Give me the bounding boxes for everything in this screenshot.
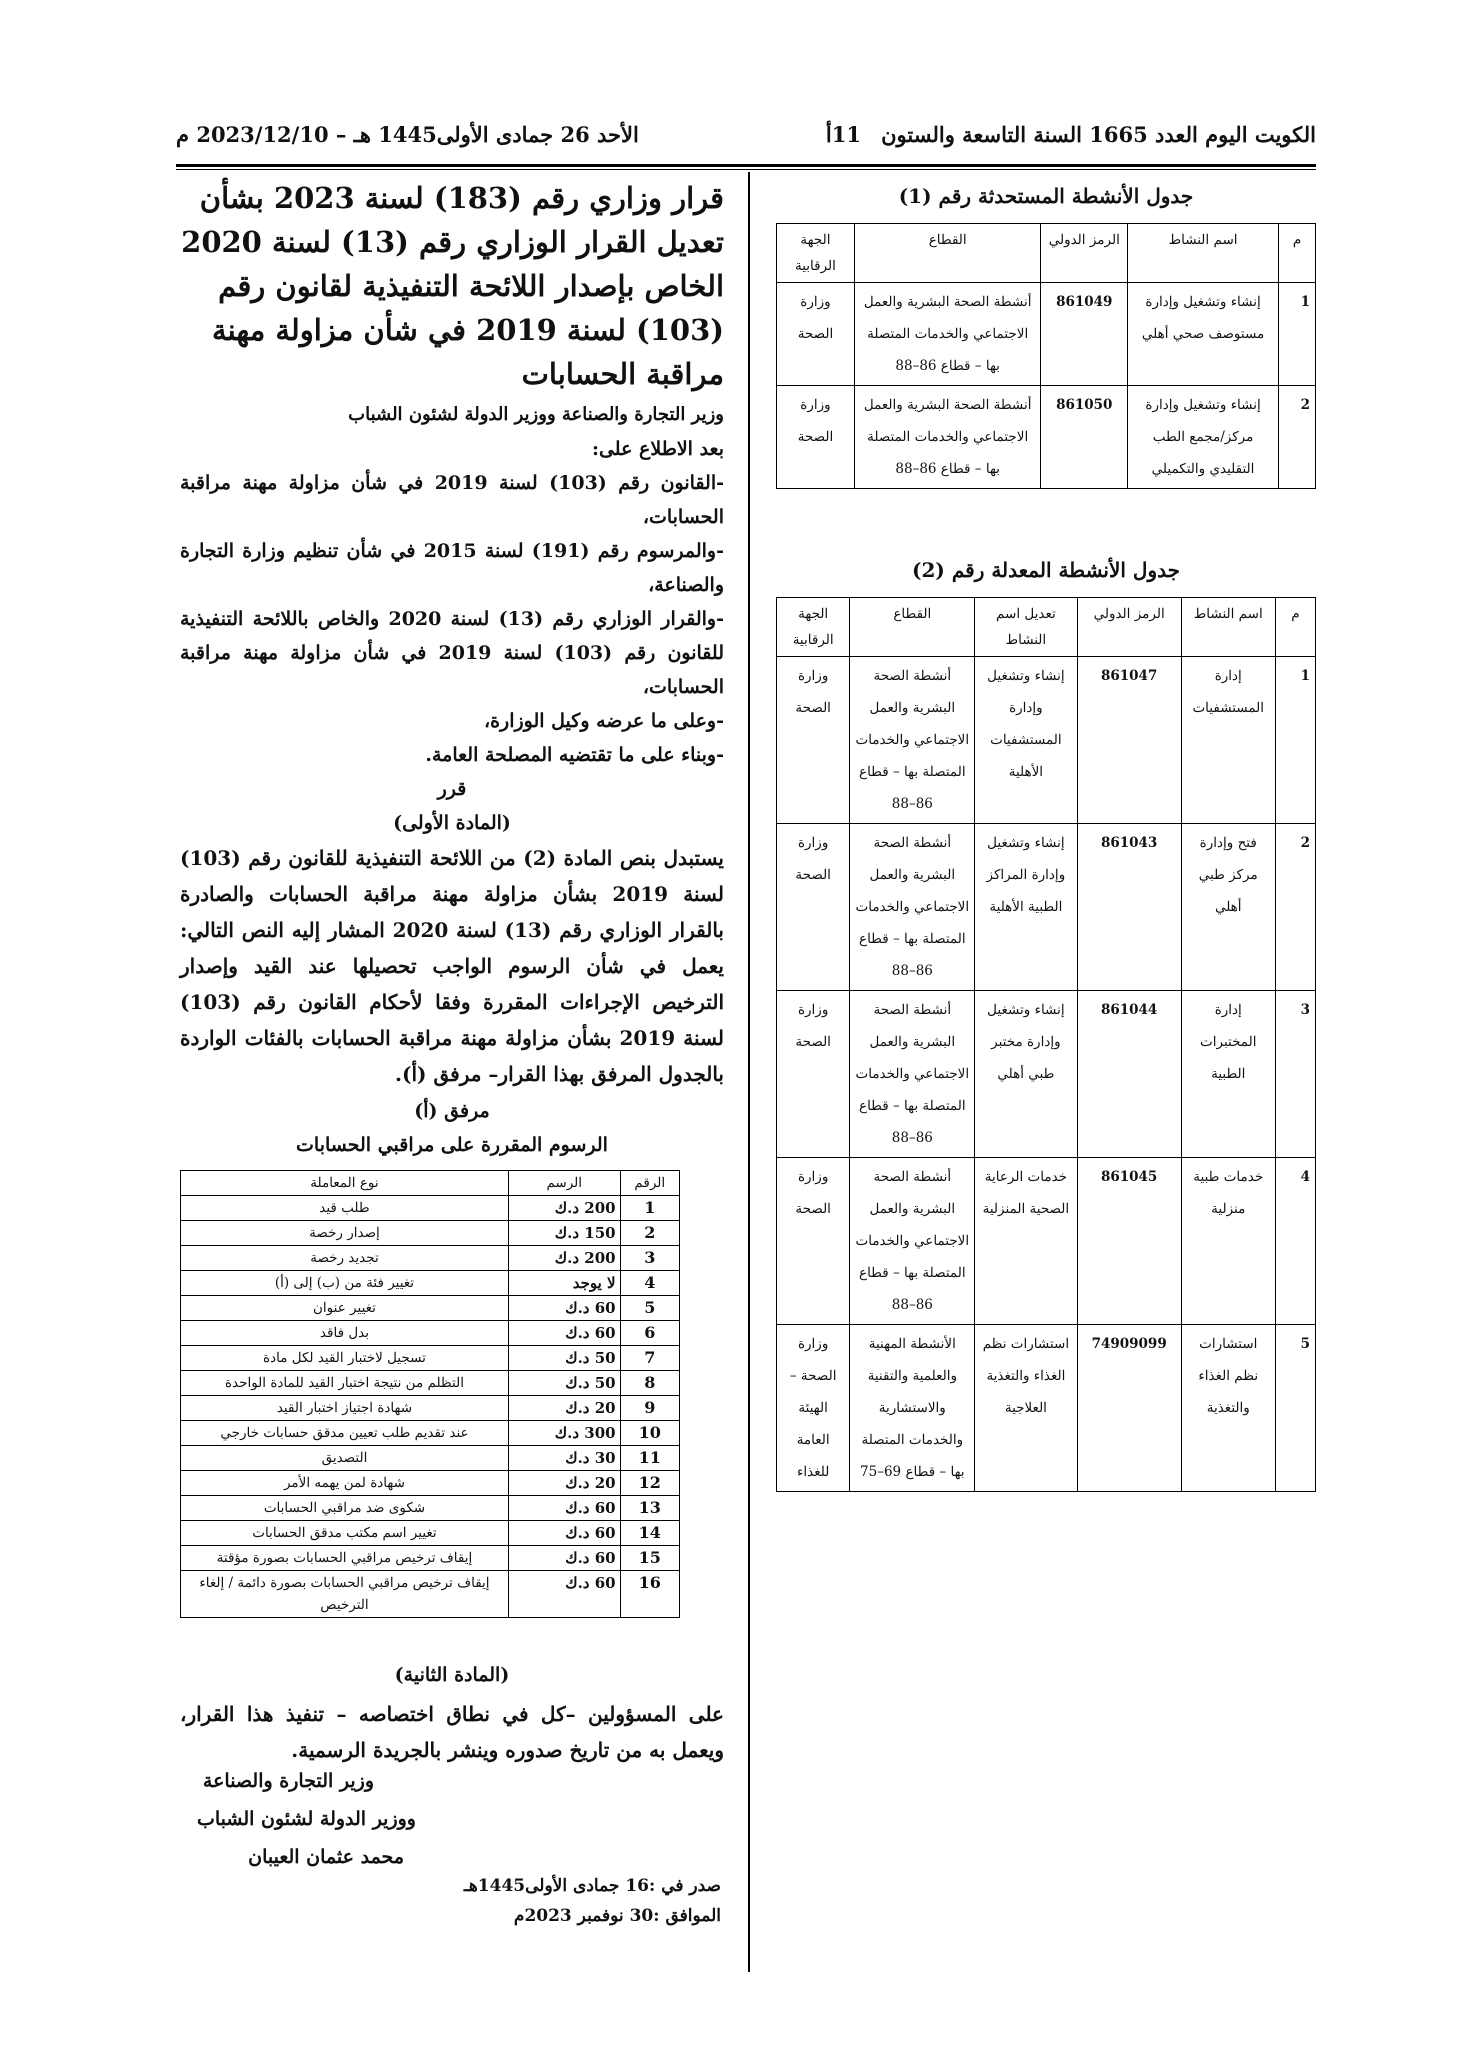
fee-number: 4 — [620, 1271, 679, 1296]
table2-cell: أنشطة الصحة البشرية والعمل الاجتماعي والخدمات المتصلة بها – قطاع 86–88 — [850, 824, 975, 991]
fee-transaction-type: تغيير اسم مكتب مدقق الحسابات — [181, 1521, 509, 1546]
decided-heading: قرر — [437, 778, 467, 800]
decree-column — [180, 176, 724, 1162]
table1-cell: إنشاء وتشغيل وإدارة مستوصف صحي أهلي — [1128, 283, 1279, 386]
table1-row — [777, 283, 1316, 386]
table2-cell: الأنشطة المهنية والعلمية والتقنية والاستشارية والخدمات المتصلة بها – قطاع 69–75 — [850, 1325, 975, 1492]
fee-amount: 20 د.ك — [508, 1471, 620, 1496]
header-rule — [176, 164, 1316, 167]
table1-cell: إنشاء وتشغيل وإدارة مركز/مجمع الطب التقليدي والتكميلي — [1128, 386, 1279, 489]
article2-text: على المسؤولين –كل في نطاق اختصاصه – تنفيذ هذا القرار، ويعمل به من تاريخ صدوره وينشر بالجريدة الرسمية. — [180, 1702, 724, 1762]
preamble-line: -والمرسوم رقم (191) لسنة 2015 في شأن تنظيم وزارة التجارة والصناعة، — [180, 540, 724, 596]
fee-number: 1 — [620, 1196, 679, 1221]
amended-activities-table — [776, 597, 1316, 1492]
fees-row — [181, 1471, 680, 1496]
table2-cell: 2 — [1275, 824, 1315, 991]
table2-cell: 861044 — [1077, 991, 1181, 1158]
fee-amount: 20 د.ك — [508, 1396, 620, 1421]
preamble-line: -القانون رقم (103) لسنة 2019 في شأن مزاولة مهنة مراقبة الحسابات، — [180, 472, 724, 528]
fees-row — [181, 1571, 680, 1618]
fee-number: 13 — [620, 1496, 679, 1521]
fees-row — [181, 1521, 680, 1546]
table1-row — [777, 386, 1316, 489]
fee-number: 12 — [620, 1471, 679, 1496]
fee-amount: 60 د.ك — [508, 1571, 620, 1618]
table1-header-cell: الرمز الدولي — [1041, 224, 1128, 283]
fee-number: 7 — [620, 1346, 679, 1371]
fees-row — [181, 1371, 680, 1396]
fee-amount: 60 د.ك — [508, 1546, 620, 1571]
fees-row — [181, 1446, 680, 1471]
preamble-line: بعد الاطلاع على: — [591, 438, 724, 460]
annex-subtitle: الرسوم المقررة على مراقبي الحسابات — [296, 1134, 608, 1156]
table1-cell: 2 — [1279, 386, 1316, 489]
table2-cell: وزارة الصحة — [777, 991, 850, 1158]
table2-cell: 861045 — [1077, 1158, 1181, 1325]
table2-title: جدول الأنشطة المعدلة رقم (2) — [912, 558, 1180, 582]
fee-number: 5 — [620, 1296, 679, 1321]
table2-cell: وزارة الصحة – الهيئة العامة للغذاء — [777, 1325, 850, 1492]
fees-row — [181, 1321, 680, 1346]
table1-cell: وزارة الصحة — [777, 283, 855, 386]
fee-transaction-type: تسجيل لاختبار القيد لكل مادة — [181, 1346, 509, 1371]
fees-row — [181, 1396, 680, 1421]
table2-cell: إدارة المختبرات الطبية — [1181, 991, 1275, 1158]
fee-number: 10 — [620, 1421, 679, 1446]
fee-transaction-type: تغيير فئة من (ب) إلى (أ) — [181, 1271, 509, 1296]
table2-header-cell: الجهة الرقابية — [777, 598, 850, 657]
table2-row — [777, 657, 1316, 824]
issue-date: صدر في :16 جمادى الأولى1445هـ — [463, 1876, 721, 1896]
fee-number: 14 — [620, 1521, 679, 1546]
table2-cell: استشارات نظم الغذاء والتغذية العلاجية — [975, 1325, 1077, 1492]
fee-number: 3 — [620, 1246, 679, 1271]
fees-table — [180, 1170, 680, 1618]
fee-amount: 60 د.ك — [508, 1521, 620, 1546]
fee-transaction-type: شكوى ضد مراقبي الحسابات — [181, 1496, 509, 1521]
fees-row — [181, 1296, 680, 1321]
table2-cell: 1 — [1275, 657, 1315, 824]
decree-closing — [180, 1658, 724, 1768]
fee-transaction-type: طلب قيد — [181, 1196, 509, 1221]
fee-transaction-type: تجديد رخصة — [181, 1246, 509, 1271]
fees-row — [181, 1196, 680, 1221]
fees-row — [181, 1346, 680, 1371]
table2-cell: وزارة الصحة — [777, 824, 850, 991]
fee-amount: 50 د.ك — [508, 1346, 620, 1371]
page-header — [176, 122, 1316, 158]
table2-cell: أنشطة الصحة البشرية والعمل الاجتماعي والخدمات المتصلة بها – قطاع 86–88 — [850, 657, 975, 824]
table1-cell: 1 — [1279, 283, 1316, 386]
fees-header-cell: الرقم — [620, 1171, 679, 1196]
fee-transaction-type: إيقاف ترخيص مراقبي الحسابات بصورة دائمة / إلغاء الترخيص — [181, 1571, 509, 1618]
fee-amount: 300 د.ك — [508, 1421, 620, 1446]
fee-transaction-type: تغيير عنوان — [181, 1296, 509, 1321]
fee-number: 9 — [620, 1396, 679, 1421]
table2-cell: إنشاء وتشغيل وإدارة المراكز الطبية الأهلية — [975, 824, 1077, 991]
decree-preamble — [180, 398, 724, 772]
table1-header-cell: القطاع — [854, 224, 1041, 283]
annex-title: مرفق (أ) — [414, 1100, 490, 1122]
table2-cell: إنشاء وتشغيل وإدارة مختبر طبي أهلي — [975, 991, 1077, 1158]
header-issue: الكويت اليوم العدد 1665 السنة التاسعة والستون — [881, 122, 1316, 147]
table2-cell: خدمات طبية منزلية — [1181, 1158, 1275, 1325]
fee-transaction-type: بدل فاقد — [181, 1321, 509, 1346]
header-date: الأحد 26 جمادى الأولى1445 هـ – 2023/12/10 م — [176, 122, 639, 147]
fee-amount: 60 د.ك — [508, 1296, 620, 1321]
table1-cell: 861049 — [1041, 283, 1128, 386]
fee-transaction-type: التصديق — [181, 1446, 509, 1471]
fee-transaction-type: إيقاف ترخيص مراقبي الحسابات بصورة مؤقتة — [181, 1546, 509, 1571]
fees-row — [181, 1546, 680, 1571]
table2-row — [777, 991, 1316, 1158]
header-page-number: 11أ — [825, 122, 861, 147]
table2-header-cell: الرمز الدولي — [1077, 598, 1181, 657]
fee-amount: لا يوجد — [508, 1271, 620, 1296]
table1-cell: وزارة الصحة — [777, 386, 855, 489]
table2-cell: استشارات نظم الغذاء والتغذية — [1181, 1325, 1275, 1492]
table2-cell: 861043 — [1077, 824, 1181, 991]
table2-header-cell: م — [1275, 598, 1315, 657]
table2-cell: وزارة الصحة — [777, 657, 850, 824]
table2-cell: 5 — [1275, 1325, 1315, 1492]
table1-header-cell: الجهة الرقابية — [777, 224, 855, 283]
preamble-line: -والقرار الوزاري رقم (13) لسنة 2020 والخاص باللائحة التنفيذية للقانون رقم (103) لسنة 2019 في شأن مزاولة مهنة مراقبة الحسابات، — [180, 608, 724, 698]
table2-row — [777, 1158, 1316, 1325]
fee-transaction-type: شهادة لمن يهمه الأمر — [181, 1471, 509, 1496]
table1-cell: 861050 — [1041, 386, 1128, 489]
gregorian-date: الموافق :30 نوفمبر 2023م — [513, 1906, 721, 1926]
table2-header-cell: القطاع — [850, 598, 975, 657]
fee-transaction-type: إصدار رخصة — [181, 1221, 509, 1246]
table2-cell: فتح وإدارة مركز طبي أهلي — [1181, 824, 1275, 991]
table2-cell: 861047 — [1077, 657, 1181, 824]
table1-cell: أنشطة الصحة البشرية والعمل الاجتماعي والخدمات المتصلة بها – قطاع 86–88 — [854, 283, 1041, 386]
table2-cell: إنشاء وتشغيل وإدارة المستشفيات الأهلية — [975, 657, 1077, 824]
new-activities-table — [776, 223, 1316, 489]
article2-title: (المادة الثانية) — [394, 1664, 510, 1686]
table2-cell: وزارة الصحة — [777, 1158, 850, 1325]
article1-title: (المادة الأولى) — [393, 812, 511, 834]
signatory-name: محمد عثمان العيبان — [248, 1846, 404, 1868]
fee-transaction-type: عند تقديم طلب تعيين مدقق حسابات خارجي — [181, 1421, 509, 1446]
table1-title: جدول الأنشطة المستحدثة رقم (1) — [898, 184, 1194, 208]
signatory-title-1: وزير التجارة والصناعة — [202, 1770, 374, 1792]
fee-transaction-type: شهادة اجتياز اختبار القيد — [181, 1396, 509, 1421]
fees-row — [181, 1421, 680, 1446]
table2-header-cell: تعديل اسم النشاط — [975, 598, 1077, 657]
fee-amount: 200 د.ك — [508, 1246, 620, 1271]
fee-number: 6 — [620, 1321, 679, 1346]
fees-row — [181, 1496, 680, 1521]
fee-amount: 200 د.ك — [508, 1196, 620, 1221]
table2-cell: 4 — [1275, 1158, 1315, 1325]
table2-cell: خدمات الرعاية الصحية المنزلية — [975, 1158, 1077, 1325]
fee-transaction-type: التظلم من نتيجة اختبار القيد للمادة الواحدة — [181, 1371, 509, 1396]
article1-text: يستبدل بنص المادة (2) من اللائحة التنفيذية للقانون رقم (103) لسنة 2019 بشأن مزاولة مهنة مراقبة الحسابات والصادرة بالقرار الوزاري رقم (13) لسنة 2020 المشار إليه النص التالي: يعمل في شأن الرسوم الواجب تحصيلها عند القيد وإصدار الترخيص الإجراءات المقررة وفقا لأحكام القانون رقم (103) لسنة 2019 بشأن مزاولة مهنة مراقبة الحسابات بالفئات الواردة بالجدول المرفق بهذا القرار– مرفق (أ). — [180, 846, 725, 1086]
table2-cell: 74909099 — [1077, 1325, 1181, 1492]
fees-header-cell: الرسم — [508, 1171, 620, 1196]
fee-amount: 150 د.ك — [508, 1221, 620, 1246]
table2-cell: أنشطة الصحة البشرية والعمل الاجتماعي والخدمات المتصلة بها – قطاع 86–88 — [850, 1158, 975, 1325]
fee-number: 8 — [620, 1371, 679, 1396]
table1-cell: أنشطة الصحة البشرية والعمل الاجتماعي والخدمات المتصلة بها – قطاع 86–88 — [854, 386, 1041, 489]
table2-cell: 3 — [1275, 991, 1315, 1158]
fee-number: 2 — [620, 1221, 679, 1246]
table2-row — [777, 824, 1316, 991]
fees-row — [181, 1246, 680, 1271]
fee-amount: 50 د.ك — [508, 1371, 620, 1396]
preamble-line: -وبناء على ما تقتضيه المصلحة العامة. — [425, 744, 724, 766]
header-rule-thin — [176, 169, 1316, 170]
fees-row — [181, 1271, 680, 1296]
decree-title: قرار وزاري رقم (183) لسنة 2023 بشأن تعديل القرار الوزاري رقم (13) لسنة 2020 الخاص بإصدار اللائحة التنفيذية لقانون رقم (103) لسنة 2019 في شأن مزاولة مهنة مراقبة الحسابات — [181, 181, 724, 391]
table2-row — [777, 1325, 1316, 1492]
table2-header-cell: اسم النشاط — [1181, 598, 1275, 657]
fees-header-cell: نوع المعاملة — [181, 1171, 509, 1196]
column-divider — [748, 172, 750, 1972]
preamble-line: -وعلى ما عرضه وكيل الوزارة، — [483, 710, 724, 732]
fee-amount: 60 د.ك — [508, 1321, 620, 1346]
fee-number: 11 — [620, 1446, 679, 1471]
fees-row — [181, 1221, 680, 1246]
fee-amount: 30 د.ك — [508, 1446, 620, 1471]
table2-cell: إدارة المستشفيات — [1181, 657, 1275, 824]
table1-header-cell: م — [1279, 224, 1316, 283]
signatory-title-2: ووزير الدولة لشئون الشباب — [196, 1808, 416, 1830]
preamble-line: وزير التجارة والصناعة ووزير الدولة لشئون الشباب — [348, 404, 724, 425]
fee-number: 16 — [620, 1571, 679, 1618]
fee-amount: 60 د.ك — [508, 1496, 620, 1521]
fee-number: 15 — [620, 1546, 679, 1571]
table1-header-cell: اسم النشاط — [1128, 224, 1279, 283]
table2-cell: أنشطة الصحة البشرية والعمل الاجتماعي والخدمات المتصلة بها – قطاع 86–88 — [850, 991, 975, 1158]
